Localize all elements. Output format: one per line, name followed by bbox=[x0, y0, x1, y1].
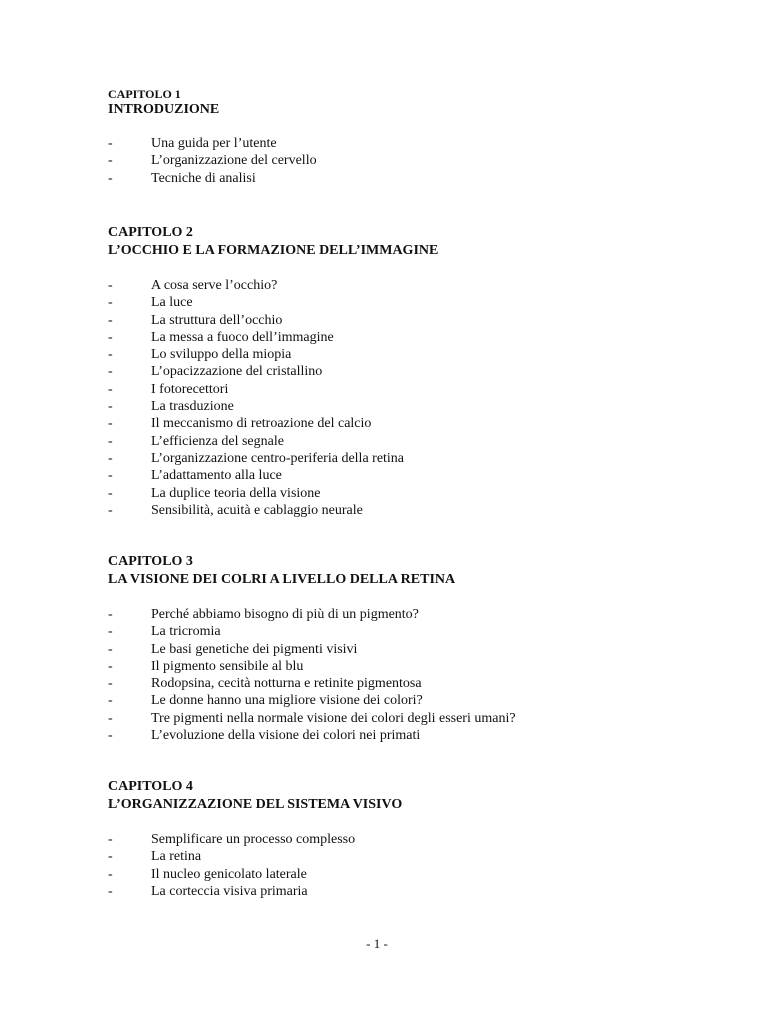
list-item bbox=[108, 450, 728, 467]
bullet-dash: - bbox=[108, 170, 113, 186]
list-item-text: L’opacizzazione del cristallino bbox=[151, 364, 323, 380]
bullet-dash: - bbox=[108, 866, 113, 882]
list-item bbox=[108, 641, 728, 658]
list-item bbox=[108, 692, 728, 709]
list-item bbox=[108, 152, 728, 169]
list-item-text: Il meccanismo di retroazione del calcio bbox=[151, 416, 372, 432]
list-item bbox=[108, 485, 728, 502]
bullet-dash: - bbox=[108, 607, 113, 622]
list-item bbox=[108, 415, 728, 432]
list-item bbox=[108, 294, 728, 311]
bullet-dash: - bbox=[108, 295, 113, 311]
list-item-text: Le basi genetiche dei pigmenti visivi bbox=[151, 641, 358, 657]
list-item bbox=[108, 848, 728, 865]
bullet-dash: - bbox=[108, 676, 113, 692]
chapter-1 bbox=[108, 87, 728, 187]
bullet-dash: - bbox=[108, 433, 113, 449]
list-item-text: Una guida per l’utente bbox=[151, 136, 277, 151]
bullet-dash: - bbox=[108, 832, 113, 847]
bullet-dash: - bbox=[108, 153, 113, 169]
chapter-item-list bbox=[108, 277, 728, 519]
list-item bbox=[108, 433, 728, 450]
list-item-text: A cosa serve l’occhio? bbox=[151, 278, 278, 293]
list-item-text: La duplice teoria della visione bbox=[151, 485, 321, 501]
chapter-title: L’OCCHIO E LA FORMAZIONE DELL’IMMAGINE bbox=[108, 243, 439, 258]
list-item bbox=[108, 277, 728, 294]
bullet-dash: - bbox=[108, 399, 113, 415]
list-item bbox=[108, 381, 728, 398]
list-item bbox=[108, 727, 728, 744]
chapter-2 bbox=[108, 224, 728, 519]
chapter-title: L’ORGANIZZAZIONE DEL SISTEMA VISIVO bbox=[108, 797, 403, 812]
list-item bbox=[108, 883, 728, 900]
list-item-text: Rodopsina, cecità notturna e retinite pigmentosa bbox=[151, 676, 422, 692]
bullet-dash: - bbox=[108, 502, 113, 518]
list-item-text: L’organizzazione centro-periferia della retina bbox=[151, 450, 405, 466]
list-item bbox=[108, 312, 728, 329]
list-item-text: L’evoluzione della visione dei colori nei primati bbox=[151, 728, 421, 744]
chapter-label: CAPITOLO 1 bbox=[108, 87, 181, 101]
list-item bbox=[108, 135, 728, 152]
bullet-dash: - bbox=[108, 710, 113, 726]
list-item bbox=[108, 658, 728, 675]
chapter-3 bbox=[108, 553, 728, 744]
list-item bbox=[108, 467, 728, 484]
chapter-4 bbox=[108, 778, 728, 900]
list-item-text: La luce bbox=[151, 295, 193, 311]
list-item-text: L’adattamento alla luce bbox=[151, 468, 282, 484]
bullet-dash: - bbox=[108, 450, 113, 466]
bullet-dash: - bbox=[108, 381, 113, 397]
list-item bbox=[108, 866, 728, 883]
list-item bbox=[108, 606, 728, 623]
bullet-dash: - bbox=[108, 347, 113, 363]
list-item bbox=[108, 398, 728, 415]
list-item bbox=[108, 831, 728, 848]
bullet-dash: - bbox=[108, 416, 113, 432]
list-item-text: Sensibilità, acuità e cablaggio neurale bbox=[151, 502, 363, 518]
bullet-dash: - bbox=[108, 728, 113, 744]
list-item-text: L’efficienza del segnale bbox=[151, 433, 284, 449]
page-number: - 1 - bbox=[366, 936, 388, 951]
chapter-label: CAPITOLO 2 bbox=[108, 225, 193, 240]
bullet-dash: - bbox=[108, 485, 113, 501]
chapter-title: INTRODUZIONE bbox=[108, 102, 220, 117]
bullet-dash: - bbox=[108, 849, 113, 865]
list-item-text: La tricromia bbox=[151, 624, 221, 640]
bullet-dash: - bbox=[108, 624, 113, 640]
list-item bbox=[108, 329, 728, 346]
list-item bbox=[108, 623, 728, 640]
list-item bbox=[108, 363, 728, 380]
chapter-label: CAPITOLO 4 bbox=[108, 779, 193, 794]
list-item-text: Perché abbiamo bisogno di più di un pigmento? bbox=[151, 607, 419, 622]
list-item-text: L’organizzazione del cervello bbox=[151, 153, 317, 169]
list-item-text: Le donne hanno una migliore visione dei colori? bbox=[151, 693, 423, 709]
list-item-text: Tecniche di analisi bbox=[151, 170, 256, 186]
list-item-text: I fotorecettori bbox=[151, 381, 229, 397]
bullet-dash: - bbox=[108, 364, 113, 380]
bullet-dash: - bbox=[108, 641, 113, 657]
list-item-text: La struttura dell’occhio bbox=[151, 312, 283, 328]
bullet-dash: - bbox=[108, 329, 113, 345]
list-item-text: Il nucleo genicolato laterale bbox=[151, 866, 307, 882]
list-item-text: Il pigmento sensibile al blu bbox=[151, 658, 304, 674]
list-item bbox=[108, 346, 728, 363]
chapter-item-list bbox=[108, 135, 728, 187]
list-item-text: Semplificare un processo complesso bbox=[151, 832, 356, 847]
chapter-label: CAPITOLO 3 bbox=[108, 554, 193, 569]
bullet-dash: - bbox=[108, 658, 113, 674]
chapter-item-list bbox=[108, 606, 728, 744]
bullet-dash: - bbox=[108, 136, 113, 151]
list-item-text: Tre pigmenti nella normale visione dei colori degli esseri umani? bbox=[151, 710, 516, 726]
list-item bbox=[108, 502, 728, 519]
bullet-dash: - bbox=[108, 883, 113, 899]
chapter-item-list bbox=[108, 831, 728, 900]
list-item-text: La retina bbox=[151, 849, 202, 865]
bullet-dash: - bbox=[108, 693, 113, 709]
bullet-dash: - bbox=[108, 278, 113, 293]
list-item bbox=[108, 675, 728, 692]
bullet-dash: - bbox=[108, 468, 113, 484]
list-item bbox=[108, 710, 728, 727]
chapter-title: LA VISIONE DEI COLRI A LIVELLO DELLA RETINA bbox=[108, 572, 456, 587]
bullet-dash: - bbox=[108, 312, 113, 328]
list-item-text: La messa a fuoco dell’immagine bbox=[151, 329, 334, 345]
list-item bbox=[108, 170, 728, 187]
list-item-text: La trasduzione bbox=[151, 399, 234, 415]
list-item-text: La corteccia visiva primaria bbox=[151, 883, 308, 899]
list-item-text: Lo sviluppo della miopia bbox=[151, 347, 292, 363]
